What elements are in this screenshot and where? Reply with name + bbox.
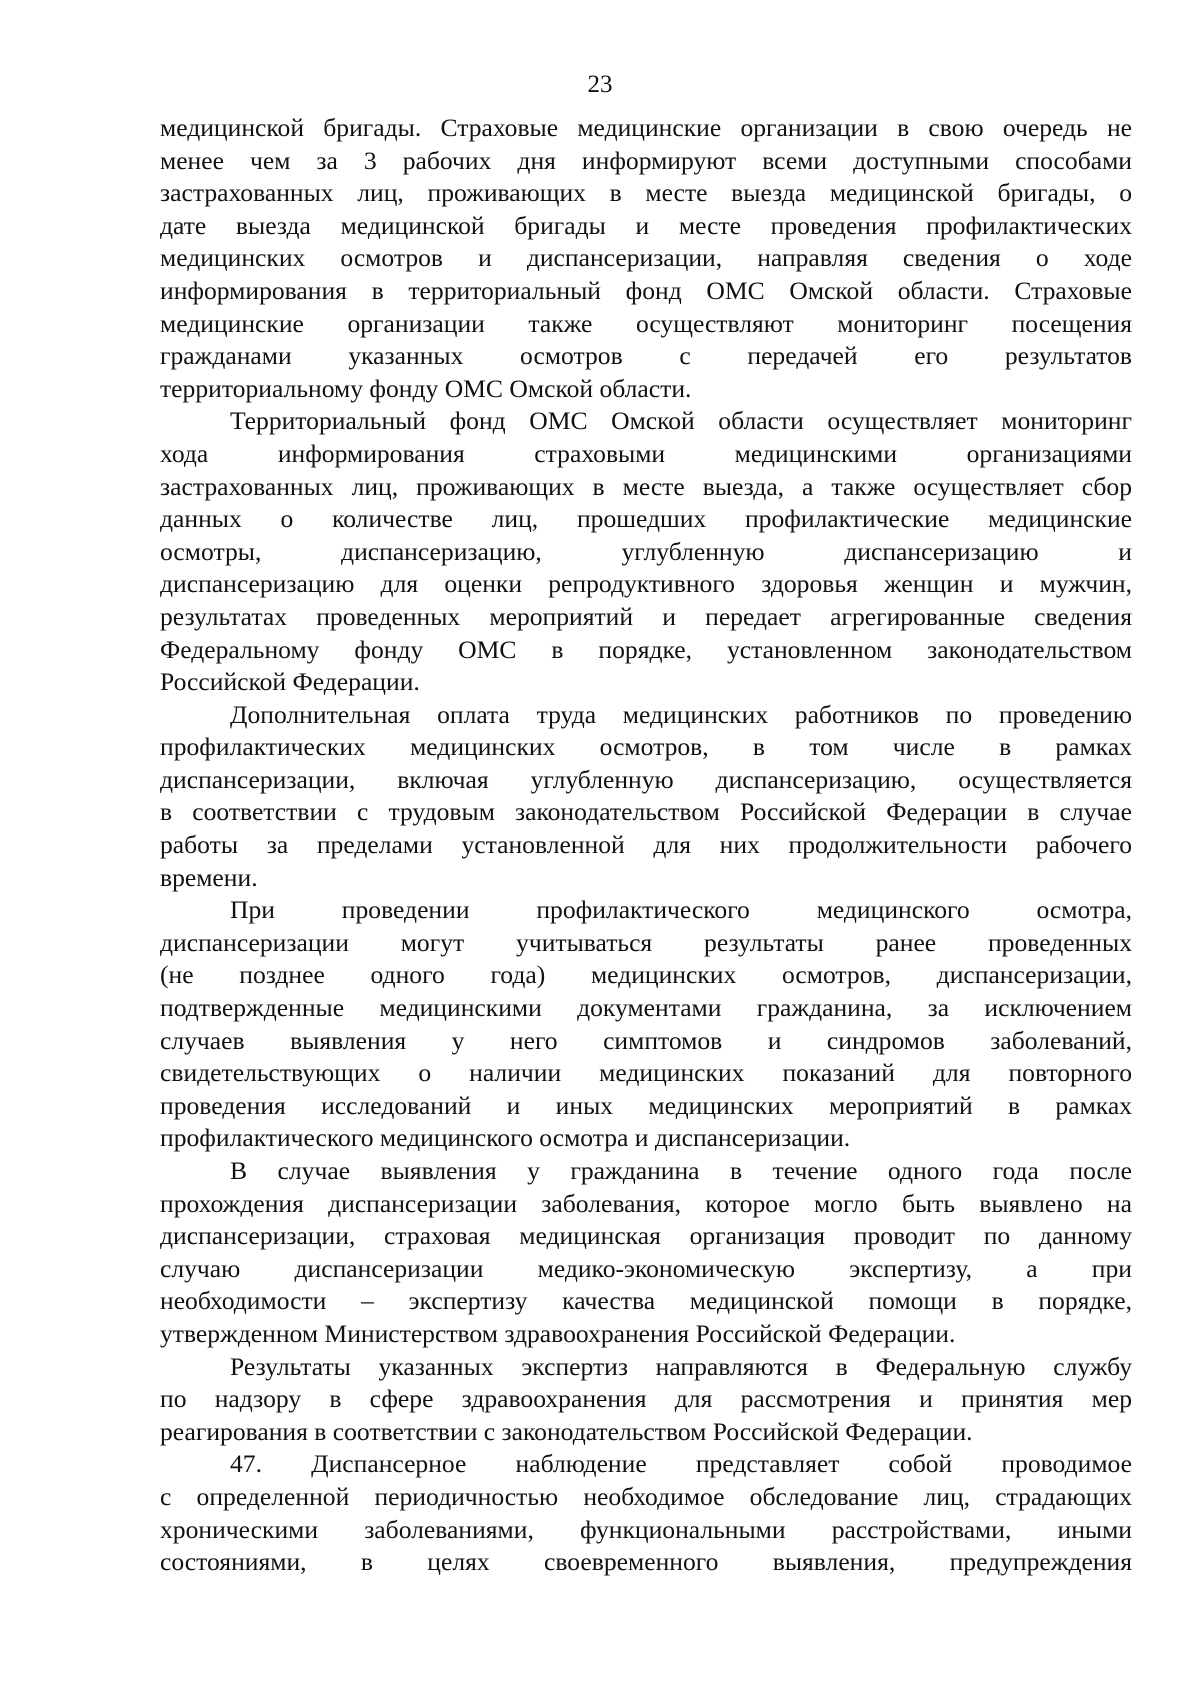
text-line: диспансеризации, страховая медицинская организация проводит по данному [160,1221,1132,1251]
text-line: информирования в территориальный фонд ОМС Омской области. Страховые [160,275,1132,305]
text-line: хода информирования страховыми медицинскими организациями [160,438,1132,468]
text-line: 47. Диспансерное наблюдение представляет собой проводимое [230,1449,1132,1479]
text-line: подтвержденные медицинскими документами гражданина, за исключением [160,993,1132,1023]
text-line: медицинской бригады. Страховые медицинские организации в свою очередь не [160,113,1132,142]
text-line: осмотры, диспансеризацию, углубленную диспансеризацию и [160,536,1132,566]
text-line: диспансеризацию для оценки репродуктивного здоровья женщин и мужчин, [160,569,1132,599]
text-line: случаю диспансеризации медико-экономическую экспертизу, а при [160,1253,1132,1283]
text-line: времени. [160,862,258,892]
text-line: медицинские организации также осуществляют мониторинг посещения [160,308,1132,338]
text-line: территориальному фонду ОМС Омской области. [160,373,692,403]
text-line: профилактических медицинских осмотров, в том числе в рамках [160,732,1132,762]
text-line: медицинских осмотров и диспансеризации, направляя сведения о ходе [160,243,1132,273]
page-number: 23 [587,71,613,98]
text-line: состояниями, в целях своевременного выявления, предупреждения [160,1547,1132,1577]
text-line: реагирования в соответствии с законодательством Российской Федерации. [160,1416,973,1446]
text-line: по надзору в сфере здравоохранения для рассмотрения и принятия мер [160,1384,1132,1414]
text-line: проведения исследований и иных медицинских мероприятий в рамках [160,1090,1132,1120]
text-line: Территориальный фонд ОМС Омской области осуществляет мониторинг [230,406,1132,436]
text-line: необходимости – экспертизу качества медицинской помощи в порядке, [160,1286,1132,1316]
text-line: (не позднее одного года) медицинских осмотров, диспансеризации, [160,960,1132,990]
text-line: профилактического медицинского осмотра и диспансеризации. [160,1123,851,1153]
text-line: застрахованных лиц, проживающих в месте выезда медицинской бригады, о [160,178,1132,208]
text-line: Российской Федерации. [160,667,420,697]
text-line: Федеральному фонду ОМС в порядке, установленном законодательством [160,634,1132,664]
document-body [160,112,1132,1579]
text-line: менее чем за 3 рабочих дня информируют всеми доступными способами [160,145,1132,175]
text-line: дате выезда медицинской бригады и месте проведения профилактических [160,210,1132,240]
text-line: диспансеризации, включая углубленную диспансеризацию, осуществляется [160,764,1132,794]
text-line: диспансеризации могут учитываться результаты ранее проведенных [160,927,1132,957]
text-line: утвержденном Министерством здравоохранения Российской Федерации. [160,1318,956,1348]
text-line: Результаты указанных экспертиз направляются в Федеральную службу [230,1351,1132,1381]
text-line: Дополнительная оплата труда медицинских работников по проведению [230,699,1132,729]
text-line: прохождения диспансеризации заболевания, которое могло быть выявлено на [160,1188,1132,1218]
text-line: свидетельствующих о наличии медицинских показаний для повторного [160,1058,1132,1088]
text-line: результатах проведенных мероприятий и передает агрегированные сведения [160,601,1132,631]
text-line: При проведении профилактического медицинского осмотра, [230,895,1132,925]
text-line: В случае выявления у гражданина в течение одного года после [230,1156,1132,1185]
text-line: гражданами указанных осмотров с передачей его результатов [160,341,1132,371]
text-line: данных о количестве лиц, прошедших профилактические медицинские [160,504,1132,534]
text-line: работы за пределами установленной для них продолжительности рабочего [160,830,1132,860]
text-line: в соответствии с трудовым законодательством Российской Федерации в случае [160,797,1132,827]
text-line: с определенной периодичностью необходимое обследование лиц, страдающих [160,1481,1132,1511]
text-line: застрахованных лиц, проживающих в месте выезда, а также осуществляет сбор [160,471,1132,501]
text-line: хроническими заболеваниями, функциональными расстройствами, иными [160,1514,1132,1544]
text-line: случаев выявления у него симптомов и синдромов заболеваний, [160,1025,1132,1055]
